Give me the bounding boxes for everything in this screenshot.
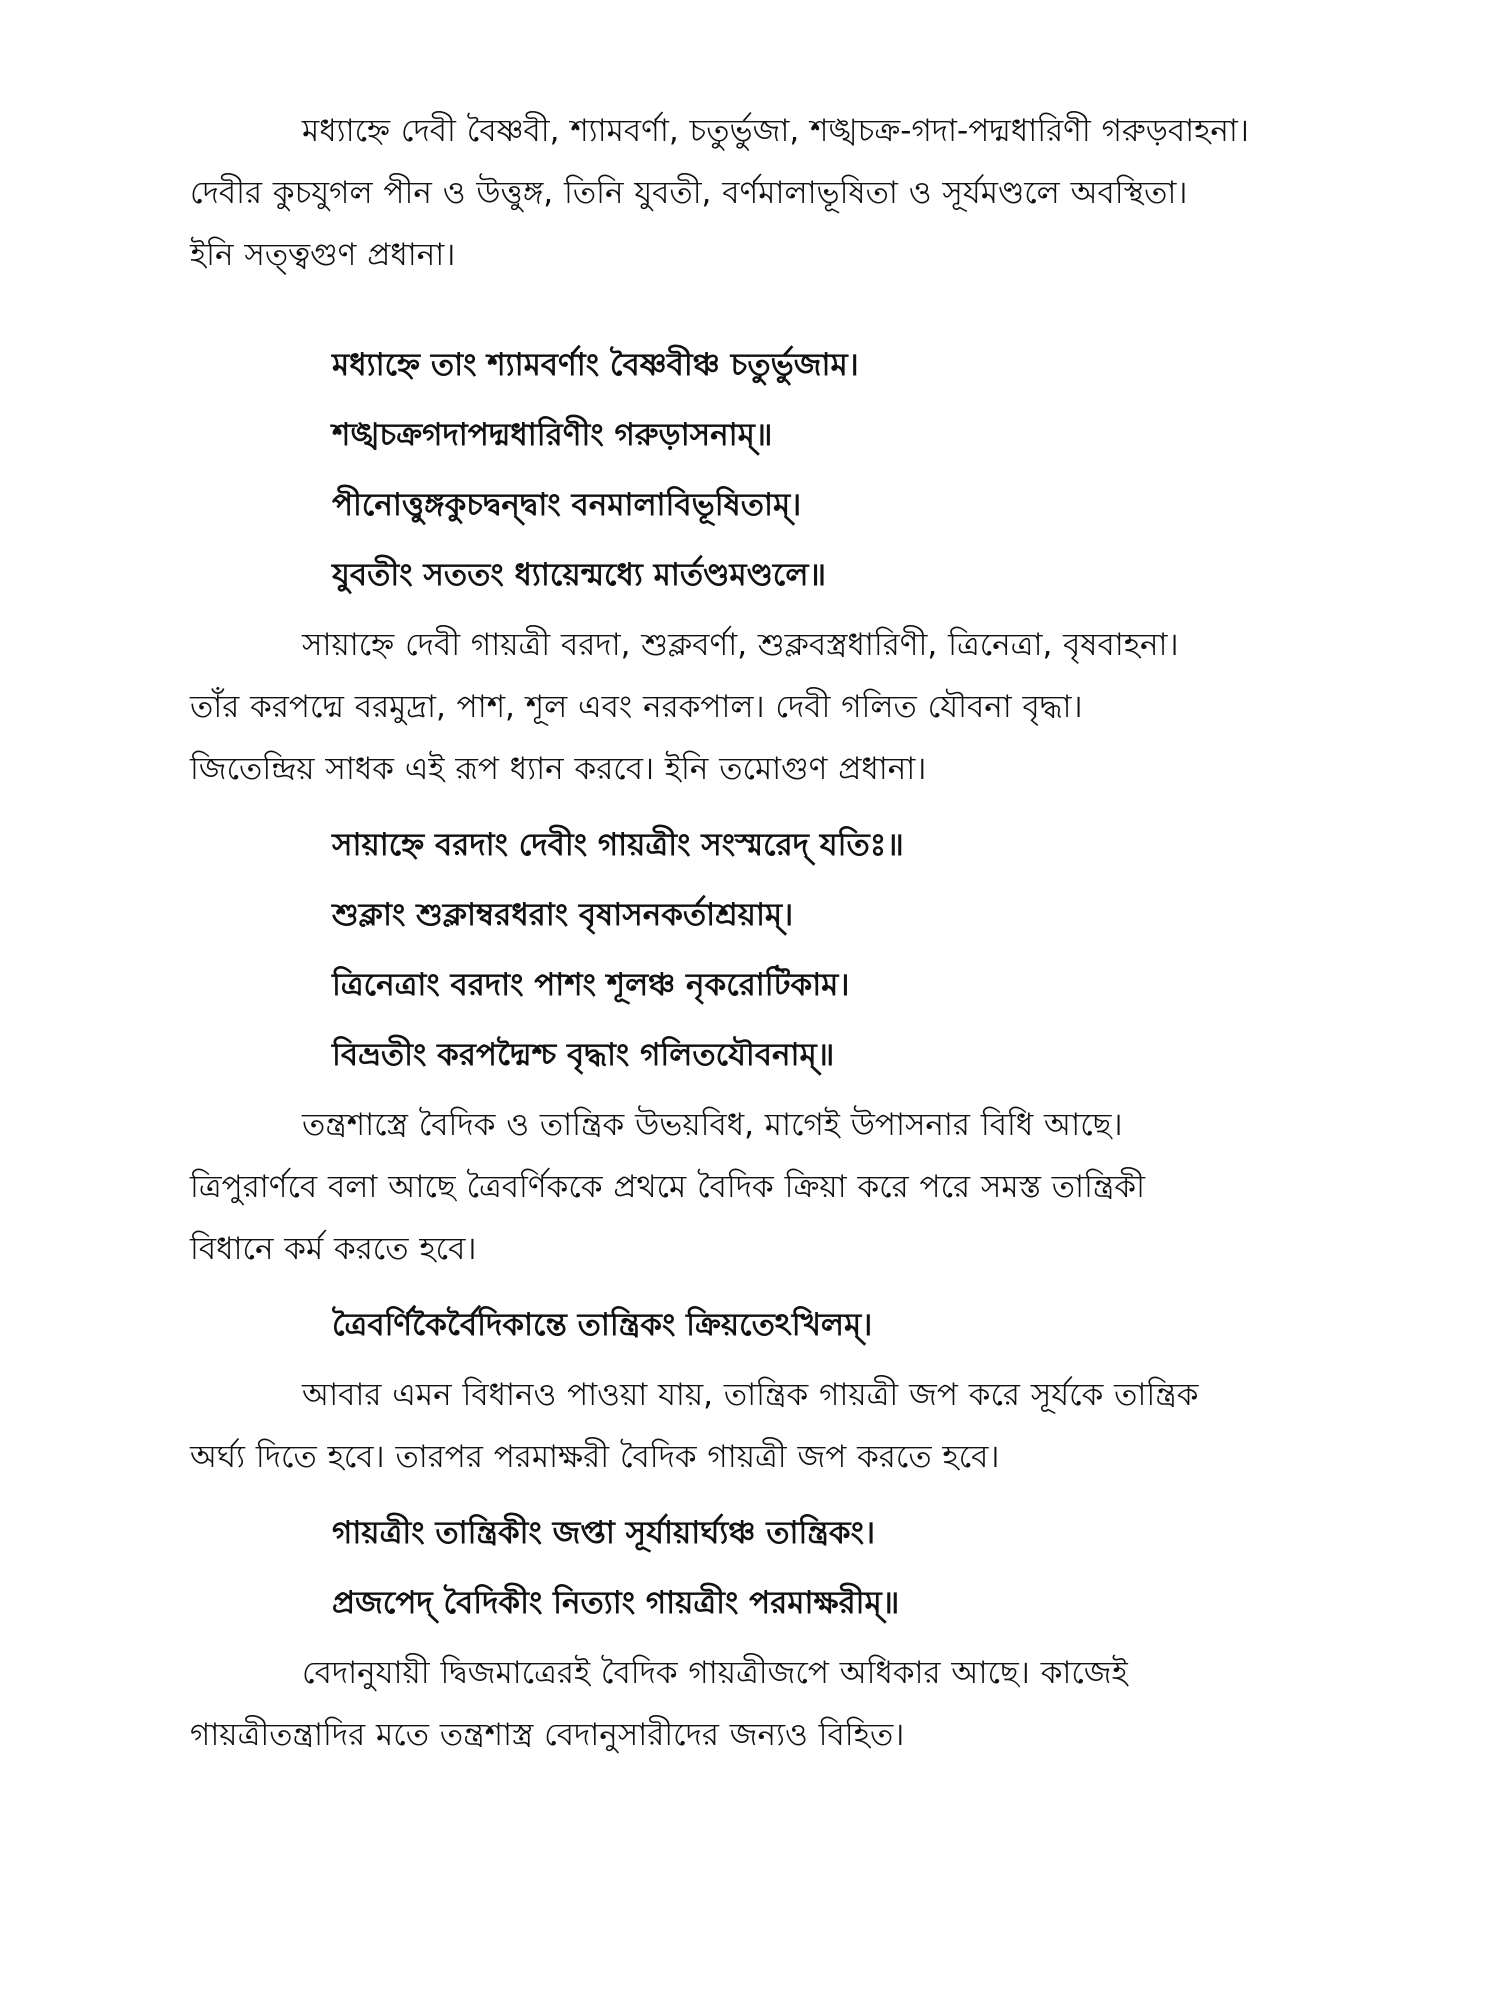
verse-line: বিভ্রতীং করপদ্মৈশ্চ বৃদ্ধাং গলিতযৌবনাম্॥ xyxy=(332,1037,835,1073)
text-line: তাঁর করপদ্মে বরমুদ্রা, পাশ, শূল এবং নরকপাল। দেবী গলিত যৌবনা বৃদ্ধা। xyxy=(190,689,1083,725)
text-line: বিধানে কর্ম করতে হবে। xyxy=(190,1231,477,1267)
paragraph-vedic-eligibility xyxy=(190,1642,1310,1766)
text-line: সায়াহ্নে দেবী গায়ত্রী বরদা, শুক্লবর্ণা, শুক্লবস্ত্রধারিণী, ত্রিনেত্রা, বৃষবাহনা। xyxy=(302,627,1179,663)
text-line: আবার এমন বিধানও পাওয়া যায়, তান্ত্রিক গায়ত্রী জপ করে সূর্যকে তান্ত্রিক xyxy=(302,1377,1199,1413)
verse-line: গায়ত্রীং তান্ত্রিকীং জপ্তা সূর্যায়ার্ঘ্যঞ্চ তান্ত্রিকং। xyxy=(332,1515,876,1551)
text-line: দেবীর কুচযুগল পীন ও উত্তুঙ্গ, তিনি যুবতী, বর্ণমালাভূষিতা ও সূর্যমণ্ডলে অবস্থিতা। xyxy=(190,175,1188,211)
verse-traivarnika xyxy=(332,1290,1310,1360)
paragraph-gayatri-description xyxy=(190,614,1310,800)
verse-line: প্রজপেদ্ বৈদিকীং নিত্যাং গায়ত্রীং পরমাক্ষরীম্॥ xyxy=(332,1585,900,1621)
verse-line: যুবতীং সততং ধ্যায়েন্মধ্যে মার্তণ্ডমণ্ডলে॥ xyxy=(332,557,826,593)
text-line: গায়ত্রীতন্ত্রাদির মতে তন্ত্রশাস্ত্র বেদানুসারীদের জন্যও বিহিত। xyxy=(190,1717,905,1753)
paragraph-tantra-shastra xyxy=(190,1094,1310,1280)
verse-sayahna xyxy=(332,810,1310,1090)
verse-line: শঙ্খচক্রগদাপদ্মধারিণীং গরুড়াসনাম্॥ xyxy=(332,417,773,453)
verse-line: মধ্যাহ্নে তাং শ্যামবর্ণাং বৈষ্ণবীঞ্চ চতুর্ভুজাম। xyxy=(332,347,859,383)
text-line: ত্রিপুরার্ণবে বলা আছে ত্রৈবর্ণিককে প্রথমে বৈদিক ক্রিয়া করে পরে সমস্ত তান্ত্রিকী xyxy=(190,1169,1145,1205)
paragraph-vaishnavi-description xyxy=(190,100,1310,286)
verse-madhyahna xyxy=(332,330,1310,610)
verse-line: শুক্লাং শুক্লাম্বরধরাং বৃষাসনকর্তাশ্রয়াম্। xyxy=(332,897,794,933)
verse-line: পীনোত্তুঙ্গকুচদ্বন্দ্বাং বনমালাবিভূষিতাম্। xyxy=(332,487,802,523)
text-line: তন্ত্রশাস্ত্রে বৈদিক ও তান্ত্রিক উভয়বিধ, মাগেই উপাসনার বিধি আছে। xyxy=(302,1107,1123,1143)
text-line: মধ্যাহ্নে দেবী বৈষ্ণবী, শ্যামবর্ণা, চতুর্ভুজা, শঙ্খচক্র-গদা-পদ্মধারিণী গরুড়বাহনা। xyxy=(302,113,1249,149)
text-line: জিতেন্দ্রিয় সাধক এই রূপ ধ্যান করবে। ইনি তমোগুণ প্রধানা। xyxy=(190,751,927,787)
text-line: বেদানুযায়ী দ্বিজমাত্রেরই বৈদিক গায়ত্রীজপে অধিকার আছে। কাজেই xyxy=(302,1655,1128,1691)
verse-line: ত্রিনেত্রাং বরদাং পাশং শূলঞ্চ নৃকরোটিকাম। xyxy=(332,967,850,1003)
text-line: অর্ঘ্য দিতে হবে। তারপর পরমাক্ষরী বৈদিক গায়ত্রী জপ করতে হবে। xyxy=(190,1439,1000,1475)
paragraph-tantrik-gayatri xyxy=(190,1364,1310,1488)
verse-line: সায়াহ্নে বরদাং দেবীং গায়ত্রীং সংস্মরেদ্ যতিঃ॥ xyxy=(332,827,904,863)
verse-line: ত্রৈবর্ণিকৈর্বৈদিকান্তে তান্ত্রিকং ক্রিয়তেঽখিলম্। xyxy=(332,1307,873,1343)
verse-gayatri-japa xyxy=(332,1498,1310,1638)
text-line: ইনি সত্ত্বগুণ প্রধানা। xyxy=(190,237,456,273)
